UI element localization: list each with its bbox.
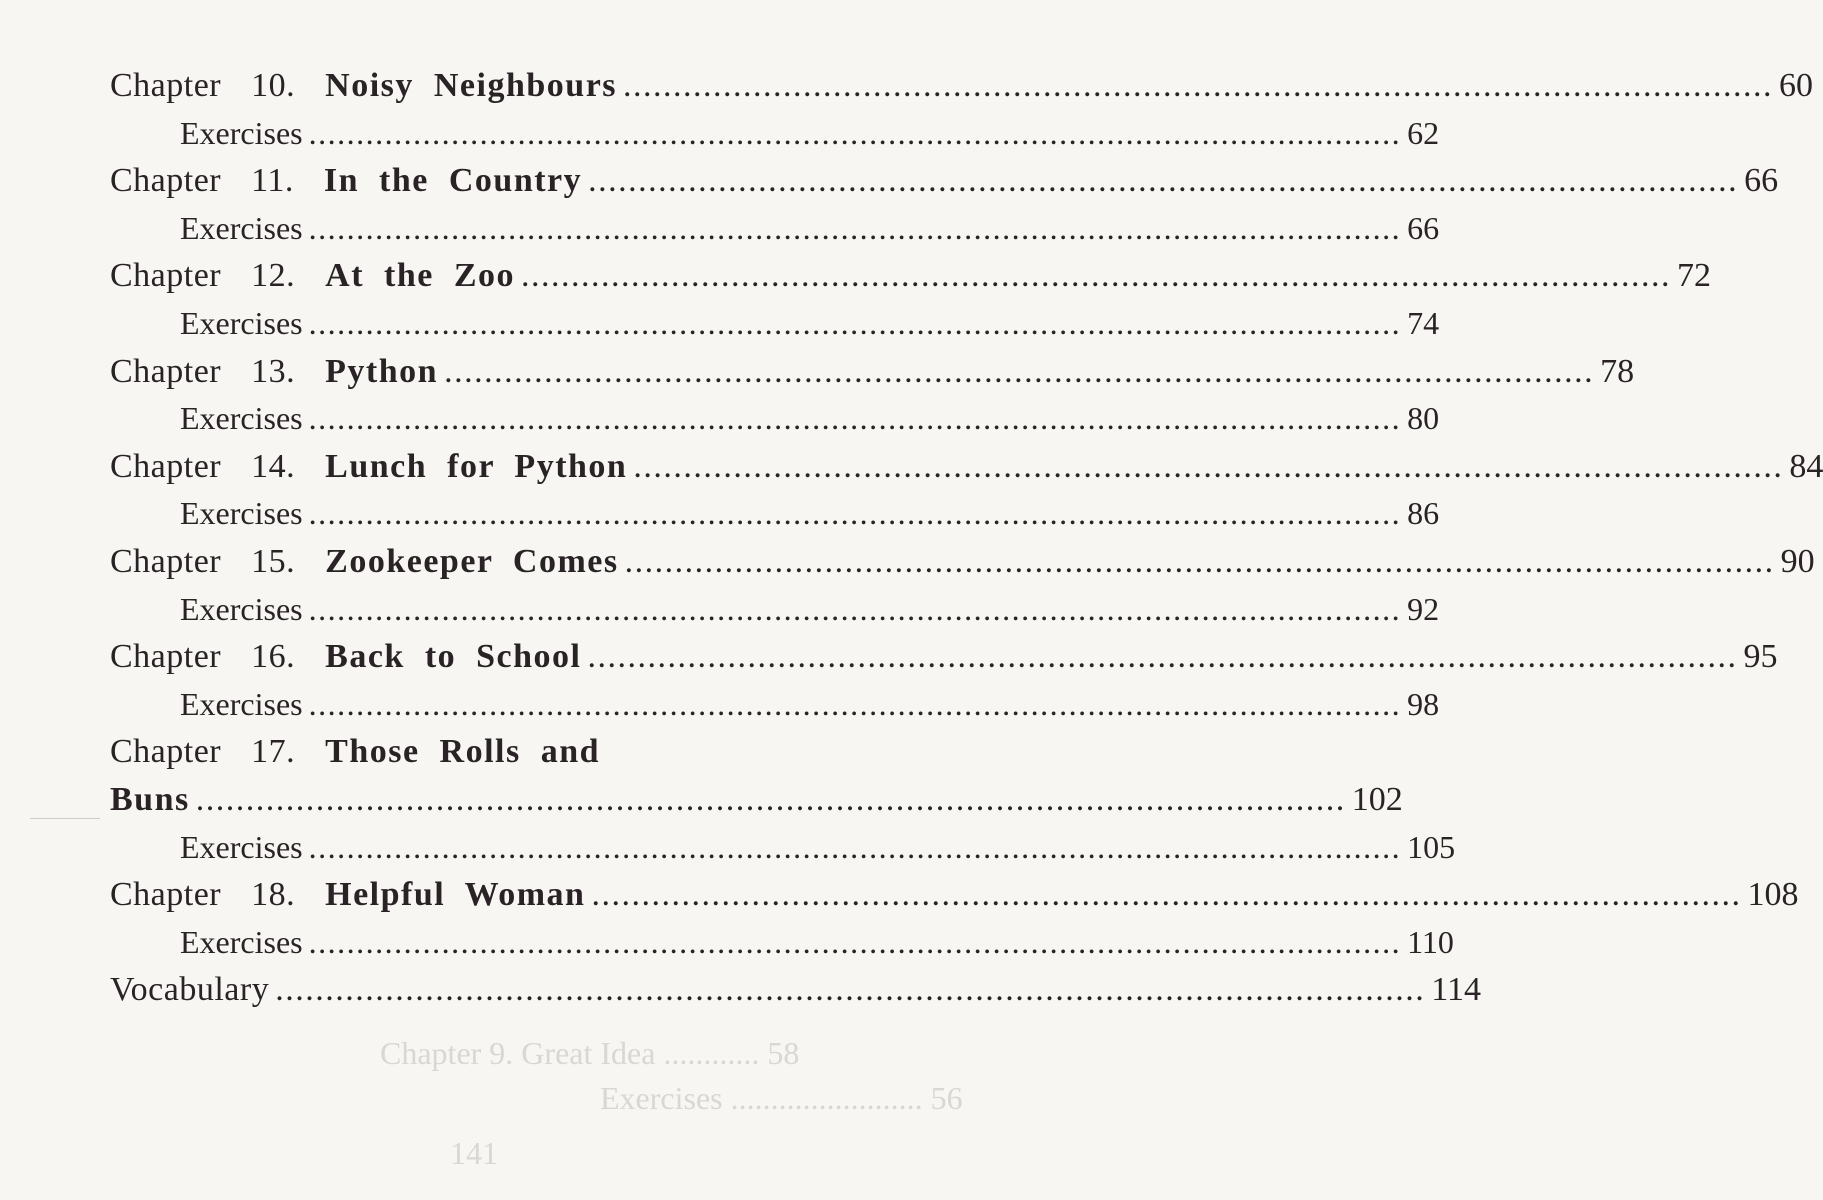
bleed-through-line: Chapter 9. Great Idea ............ 58 — [380, 1035, 800, 1071]
exercises-label: Exercises — [180, 590, 303, 627]
page-number: 72 — [1677, 257, 1712, 295]
page-number: 74 — [1407, 304, 1440, 341]
toc-entry-chapter-10 — [110, 62, 1814, 110]
chapter-label: Chapter — [110, 542, 222, 580]
page-number: 62 — [1407, 114, 1440, 151]
toc-entry-exercises — [110, 824, 1456, 872]
dot-leader — [591, 871, 1741, 919]
toc-entry-exercises — [110, 490, 1440, 538]
chapter-label: Chapter — [110, 638, 222, 676]
exercises-label: Exercises — [180, 828, 303, 865]
toc-entry-exercises — [110, 395, 1440, 443]
dot-leader — [588, 157, 1738, 205]
page-number: 108 — [1747, 876, 1799, 914]
dot-leader — [309, 919, 1402, 967]
chapter-title: In the Country — [323, 162, 583, 200]
chapter-title: Noisy Neighbours — [325, 67, 618, 104]
toc-entry-chapter-17-continued — [110, 776, 1403, 824]
chapter-number: 16. — [251, 638, 296, 676]
toc-entry-exercises — [110, 205, 1440, 253]
page-number: 60 — [1779, 67, 1814, 104]
dot-leader — [275, 966, 1425, 1014]
dot-leader — [588, 633, 1738, 681]
chapter-label: Chapter — [110, 447, 222, 485]
page-number: 105 — [1407, 828, 1456, 865]
page-number: 90 — [1780, 542, 1815, 580]
page-number: 86 — [1407, 495, 1440, 532]
chapter-title: Lunch for Python — [325, 447, 628, 485]
exercises-label: Exercises — [180, 923, 303, 960]
dot-leader — [309, 110, 1402, 158]
chapter-title: Python — [325, 352, 439, 390]
exercises-label: Exercises — [180, 114, 303, 151]
chapter-label: Chapter — [110, 733, 222, 771]
bleed-through-line: Exercises ........................ 56 — [600, 1080, 963, 1116]
chapter-title: At the Zoo — [325, 257, 516, 295]
chapter-number: 11. — [251, 162, 294, 200]
chapter-number: 18. — [251, 876, 296, 914]
toc-entry-chapter-16 — [110, 633, 1778, 681]
vocabulary-label: Vocabulary — [110, 971, 270, 1009]
toc-entry-exercises — [110, 919, 1454, 967]
dot-leader — [309, 681, 1402, 729]
page-number: 84 — [1789, 447, 1823, 485]
chapter-label: Chapter — [110, 162, 222, 200]
dot-leader — [623, 62, 1773, 110]
exercises-label: Exercises — [180, 495, 303, 532]
dot-leader — [309, 490, 1402, 538]
exercises-label: Exercises — [180, 685, 303, 722]
toc-entry-exercises — [110, 300, 1440, 348]
dot-leader — [309, 300, 1402, 348]
dot-leader — [309, 205, 1402, 253]
page-number: 98 — [1407, 685, 1440, 722]
chapter-label: Chapter — [110, 352, 222, 390]
toc-entry-chapter-12 — [110, 252, 1712, 300]
dot-leader — [444, 348, 1594, 396]
chapter-title: Zookeeper Comes — [325, 542, 619, 580]
toc-entry-exercises — [110, 586, 1440, 634]
page-number: 66 — [1407, 209, 1440, 246]
toc-entry-chapter-18 — [110, 871, 1799, 919]
dot-leader — [309, 586, 1402, 634]
exercises-label: Exercises — [180, 209, 303, 246]
chapter-title: Those Rolls and — [325, 733, 601, 771]
dot-leader — [309, 824, 1402, 872]
table-of-contents — [110, 62, 1823, 1014]
chapter-number: 17. — [251, 733, 296, 771]
page-number: 110 — [1407, 923, 1454, 960]
chapter-number: 10. — [251, 67, 296, 104]
dot-leader — [625, 538, 1775, 586]
exercises-label: Exercises — [180, 304, 303, 341]
chapter-title: Helpful Woman — [325, 876, 586, 914]
toc-entry-chapter-14 — [110, 443, 1823, 491]
chapter-label: Chapter — [110, 257, 222, 295]
exercises-label: Exercises — [180, 400, 303, 437]
dot-leader — [309, 395, 1402, 443]
toc-entry-chapter-11 — [110, 157, 1779, 205]
toc-entry-chapter-13 — [110, 348, 1635, 396]
chapter-number: 14. — [251, 447, 296, 485]
page-number: 92 — [1407, 590, 1440, 627]
chapter-label: Chapter — [110, 876, 222, 914]
page-number: 80 — [1407, 400, 1440, 437]
toc-entry-vocabulary — [110, 966, 1481, 1014]
toc-entry-exercises — [110, 110, 1440, 158]
dot-leader — [196, 776, 1346, 824]
dot-leader — [521, 252, 1671, 300]
toc-entry-exercises — [110, 681, 1440, 729]
chapter-number: 15. — [251, 542, 296, 580]
chapter-number: 12. — [251, 257, 296, 295]
page-number: 102 — [1351, 780, 1403, 818]
toc-entry-chapter-15 — [110, 538, 1815, 586]
margin-rule — [30, 818, 100, 819]
chapter-title-continued: Buns — [110, 780, 190, 818]
page-number: 66 — [1744, 162, 1779, 200]
chapter-number: 13. — [251, 352, 296, 390]
bleed-through-page-number: 141 — [450, 1135, 498, 1171]
toc-entry-chapter-17 — [110, 728, 850, 776]
page-number: 114 — [1431, 971, 1481, 1009]
chapter-label: Chapter — [110, 67, 222, 104]
page-number: 78 — [1600, 352, 1635, 390]
page-number: 95 — [1743, 638, 1778, 676]
dot-leader — [633, 443, 1783, 491]
chapter-title: Back to School — [325, 638, 582, 676]
